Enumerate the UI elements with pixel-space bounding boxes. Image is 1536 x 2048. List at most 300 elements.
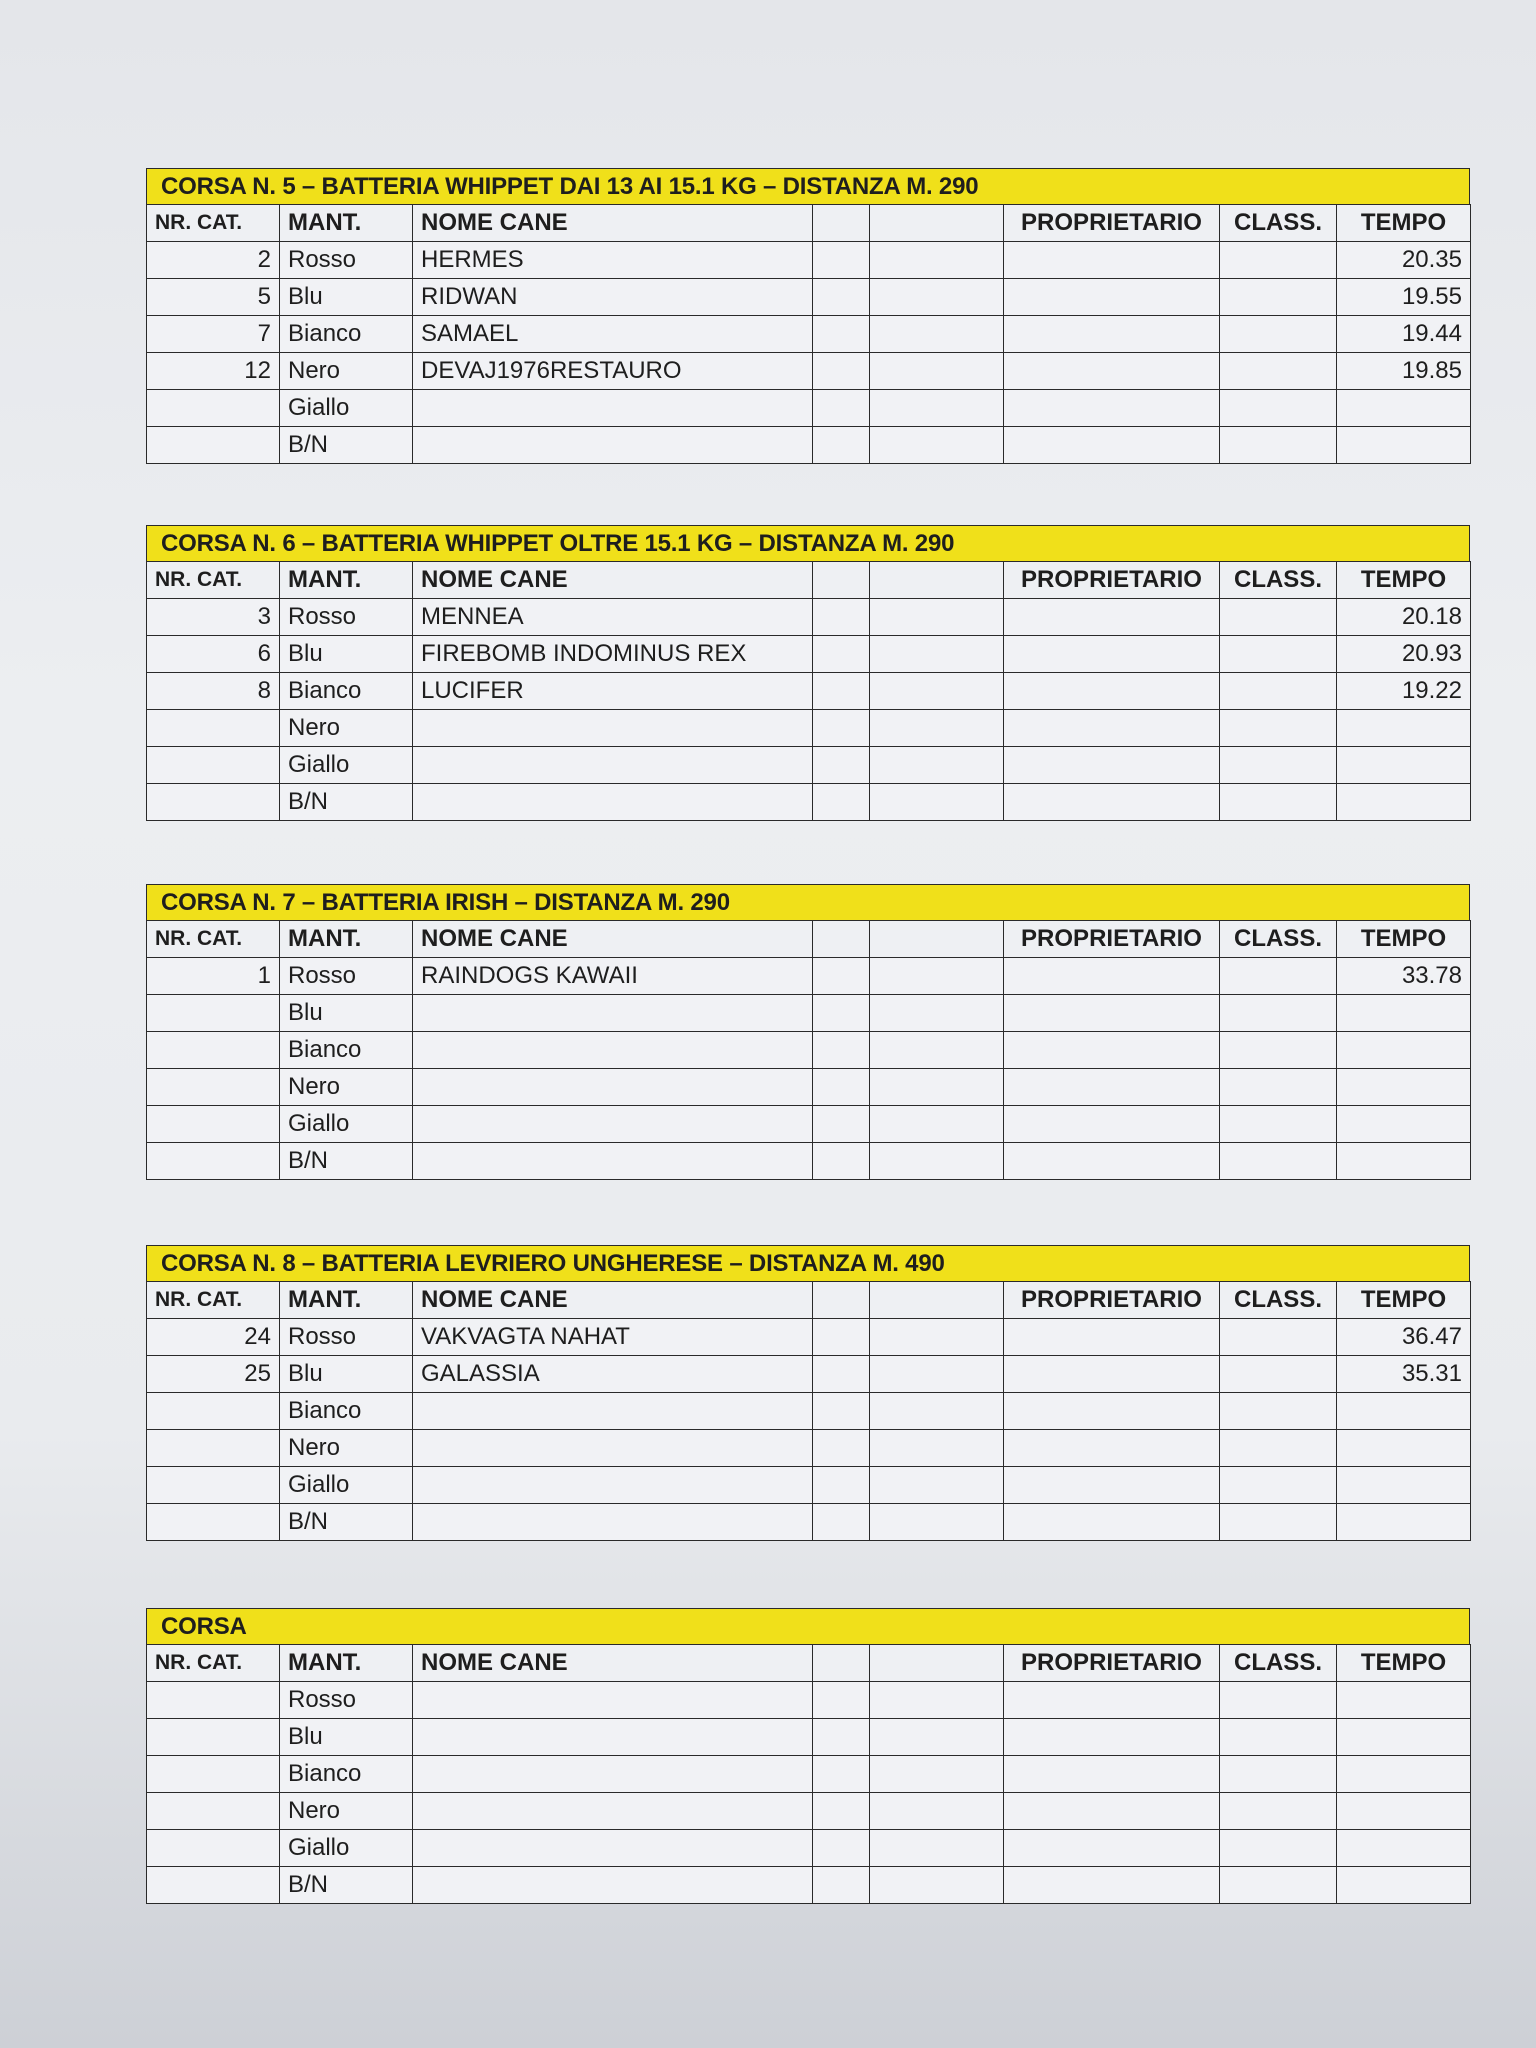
table-row <box>147 1867 1471 1904</box>
cell-class <box>1220 958 1337 995</box>
cell-mant: Giallo <box>280 1106 413 1143</box>
cell-blank-1 <box>813 1830 870 1867</box>
header-nome-cane: NOME CANE <box>413 921 813 958</box>
table-row <box>147 1793 1471 1830</box>
cell-tempo <box>1337 1069 1471 1106</box>
cell-tempo: 33.78 <box>1337 958 1471 995</box>
cell-nr-cat <box>147 1106 280 1143</box>
cell-nome-cane <box>413 1830 813 1867</box>
table-row <box>147 636 1471 673</box>
cell-nr-cat <box>147 1032 280 1069</box>
cell-mant: Blu <box>280 1719 413 1756</box>
cell-class <box>1220 279 1337 316</box>
cell-class <box>1220 1032 1337 1069</box>
cell-nr-cat <box>147 1793 280 1830</box>
cell-nome-cane <box>413 1393 813 1430</box>
cell-proprietario <box>1004 958 1220 995</box>
cell-class <box>1220 747 1337 784</box>
race-table <box>146 204 1471 464</box>
cell-blank-1 <box>813 784 870 821</box>
cell-blank-2 <box>870 1719 1004 1756</box>
race-title: CORSA <box>146 1608 1470 1644</box>
race-rows <box>147 1319 1471 1541</box>
cell-tempo <box>1337 1830 1471 1867</box>
cell-mant: Nero <box>280 1793 413 1830</box>
header-proprietario: PROPRIETARIO <box>1004 562 1220 599</box>
header-nome-cane: NOME CANE <box>413 1645 813 1682</box>
cell-proprietario <box>1004 242 1220 279</box>
cell-tempo <box>1337 1793 1471 1830</box>
race-title: CORSA N. 8 – BATTERIA LEVRIERO UNGHERESE – DISTANZA M. 490 <box>146 1245 1470 1281</box>
cell-nr-cat: 5 <box>147 279 280 316</box>
cell-tempo <box>1337 1143 1471 1180</box>
cell-class <box>1220 242 1337 279</box>
cell-blank-1 <box>813 1867 870 1904</box>
cell-blank-1 <box>813 599 870 636</box>
cell-nr-cat <box>147 995 280 1032</box>
table-row <box>147 242 1471 279</box>
race-table <box>146 920 1471 1180</box>
cell-blank-1 <box>813 1143 870 1180</box>
cell-nr-cat <box>147 747 280 784</box>
table-row <box>147 784 1471 821</box>
cell-blank-1 <box>813 995 870 1032</box>
cell-nr-cat <box>147 1430 280 1467</box>
cell-proprietario <box>1004 1719 1220 1756</box>
cell-blank-1 <box>813 1393 870 1430</box>
cell-nome-cane <box>413 1430 813 1467</box>
cell-tempo <box>1337 1504 1471 1541</box>
header-blank-2 <box>870 1282 1004 1319</box>
cell-mant: Bianco <box>280 316 413 353</box>
header-mant: MANT. <box>280 205 413 242</box>
cell-nr-cat <box>147 1143 280 1180</box>
cell-nome-cane: DEVAJ1976RESTAURO <box>413 353 813 390</box>
cell-class <box>1220 1756 1337 1793</box>
cell-blank-2 <box>870 1756 1004 1793</box>
cell-class <box>1220 636 1337 673</box>
cell-blank-2 <box>870 390 1004 427</box>
header-tempo: TEMPO <box>1337 1645 1471 1682</box>
cell-mant: Nero <box>280 353 413 390</box>
cell-mant: Rosso <box>280 958 413 995</box>
cell-blank-2 <box>870 1106 1004 1143</box>
header-tempo: TEMPO <box>1337 205 1471 242</box>
cell-nr-cat <box>147 1069 280 1106</box>
cell-proprietario <box>1004 1682 1220 1719</box>
cell-blank-1 <box>813 1756 870 1793</box>
cell-class <box>1220 390 1337 427</box>
cell-blank-1 <box>813 1467 870 1504</box>
header-row <box>147 1282 1471 1319</box>
cell-proprietario <box>1004 599 1220 636</box>
cell-class <box>1220 673 1337 710</box>
cell-blank-2 <box>870 1467 1004 1504</box>
cell-tempo: 19.55 <box>1337 279 1471 316</box>
table-row <box>147 995 1471 1032</box>
cell-class <box>1220 1467 1337 1504</box>
cell-nr-cat: 8 <box>147 673 280 710</box>
cell-nr-cat <box>147 1393 280 1430</box>
header-nr-cat: NR. CAT. <box>147 1645 280 1682</box>
header-row <box>147 1645 1471 1682</box>
cell-tempo: 19.22 <box>1337 673 1471 710</box>
table-row <box>147 390 1471 427</box>
cell-blank-1 <box>813 279 870 316</box>
cell-proprietario <box>1004 747 1220 784</box>
cell-proprietario <box>1004 1793 1220 1830</box>
cell-proprietario <box>1004 316 1220 353</box>
cell-nome-cane <box>413 710 813 747</box>
cell-class <box>1220 1106 1337 1143</box>
cell-tempo <box>1337 1719 1471 1756</box>
cell-class <box>1220 784 1337 821</box>
cell-proprietario <box>1004 636 1220 673</box>
cell-tempo <box>1337 995 1471 1032</box>
cell-nr-cat <box>147 1867 280 1904</box>
header-tempo: TEMPO <box>1337 1282 1471 1319</box>
cell-nome-cane <box>413 1756 813 1793</box>
table-row <box>147 1504 1471 1541</box>
race-block-4 <box>146 1245 1470 1541</box>
table-row <box>147 316 1471 353</box>
cell-class <box>1220 1867 1337 1904</box>
cell-proprietario <box>1004 1504 1220 1541</box>
cell-nr-cat <box>147 1504 280 1541</box>
header-blank-1 <box>813 1282 870 1319</box>
cell-proprietario <box>1004 1830 1220 1867</box>
cell-class <box>1220 1719 1337 1756</box>
cell-mant: Bianco <box>280 1032 413 1069</box>
header-nr-cat: NR. CAT. <box>147 1282 280 1319</box>
table-row <box>147 673 1471 710</box>
cell-class <box>1220 1143 1337 1180</box>
race-rows <box>147 599 1471 821</box>
cell-nome-cane <box>413 1143 813 1180</box>
cell-blank-2 <box>870 1830 1004 1867</box>
header-nr-cat: NR. CAT. <box>147 921 280 958</box>
cell-nome-cane: MENNEA <box>413 599 813 636</box>
table-row <box>147 1830 1471 1867</box>
cell-blank-1 <box>813 390 870 427</box>
cell-tempo <box>1337 1867 1471 1904</box>
cell-mant: Nero <box>280 1430 413 1467</box>
cell-mant: Giallo <box>280 747 413 784</box>
table-row <box>147 427 1471 464</box>
cell-tempo <box>1337 1756 1471 1793</box>
cell-mant: Rosso <box>280 599 413 636</box>
cell-mant: Giallo <box>280 390 413 427</box>
cell-tempo: 20.35 <box>1337 242 1471 279</box>
cell-proprietario <box>1004 710 1220 747</box>
cell-nr-cat: 24 <box>147 1319 280 1356</box>
header-class: CLASS. <box>1220 562 1337 599</box>
cell-mant: Blu <box>280 636 413 673</box>
cell-blank-1 <box>813 673 870 710</box>
cell-tempo <box>1337 710 1471 747</box>
table-row <box>147 1356 1471 1393</box>
table-row <box>147 1032 1471 1069</box>
table-row <box>147 958 1471 995</box>
cell-tempo <box>1337 747 1471 784</box>
cell-tempo: 19.85 <box>1337 353 1471 390</box>
header-proprietario: PROPRIETARIO <box>1004 1282 1220 1319</box>
cell-class <box>1220 1830 1337 1867</box>
cell-tempo: 20.93 <box>1337 636 1471 673</box>
header-blank-2 <box>870 1645 1004 1682</box>
cell-blank-2 <box>870 784 1004 821</box>
cell-nome-cane <box>413 1867 813 1904</box>
cell-proprietario <box>1004 1393 1220 1430</box>
cell-blank-2 <box>870 1356 1004 1393</box>
cell-tempo <box>1337 1467 1471 1504</box>
cell-mant: Bianco <box>280 673 413 710</box>
header-proprietario: PROPRIETARIO <box>1004 921 1220 958</box>
cell-blank-2 <box>870 242 1004 279</box>
cell-tempo <box>1337 390 1471 427</box>
cell-class <box>1220 1793 1337 1830</box>
cell-nome-cane: GALASSIA <box>413 1356 813 1393</box>
race-table <box>146 1644 1471 1904</box>
header-nr-cat: NR. CAT. <box>147 205 280 242</box>
cell-blank-2 <box>870 1793 1004 1830</box>
header-blank-1 <box>813 921 870 958</box>
cell-class <box>1220 316 1337 353</box>
cell-class <box>1220 1393 1337 1430</box>
cell-blank-2 <box>870 316 1004 353</box>
cell-blank-1 <box>813 316 870 353</box>
cell-proprietario <box>1004 1032 1220 1069</box>
cell-tempo <box>1337 784 1471 821</box>
cell-blank-1 <box>813 710 870 747</box>
cell-blank-1 <box>813 1719 870 1756</box>
table-row <box>147 1719 1471 1756</box>
table-row <box>147 599 1471 636</box>
cell-nome-cane: FIREBOMB INDOMINUS REX <box>413 636 813 673</box>
cell-mant: B/N <box>280 427 413 464</box>
race-title: CORSA N. 6 – BATTERIA WHIPPET OLTRE 15.1 KG – DISTANZA M. 290 <box>146 525 1470 561</box>
cell-class <box>1220 1682 1337 1719</box>
header-blank-1 <box>813 562 870 599</box>
table-row <box>147 1393 1471 1430</box>
header-nome-cane: NOME CANE <box>413 1282 813 1319</box>
cell-mant: Giallo <box>280 1830 413 1867</box>
cell-class <box>1220 353 1337 390</box>
cell-class <box>1220 1504 1337 1541</box>
cell-blank-2 <box>870 1032 1004 1069</box>
race-rows <box>147 958 1471 1180</box>
header-blank-1 <box>813 205 870 242</box>
cell-mant: Nero <box>280 710 413 747</box>
cell-proprietario <box>1004 353 1220 390</box>
cell-mant: Blu <box>280 279 413 316</box>
cell-blank-2 <box>870 995 1004 1032</box>
cell-blank-2 <box>870 1430 1004 1467</box>
cell-nr-cat <box>147 1756 280 1793</box>
cell-nome-cane <box>413 1719 813 1756</box>
table-row <box>147 1106 1471 1143</box>
cell-proprietario <box>1004 1143 1220 1180</box>
cell-blank-2 <box>870 636 1004 673</box>
cell-tempo: 35.31 <box>1337 1356 1471 1393</box>
race-block-5 <box>146 1608 1470 1904</box>
cell-nr-cat <box>147 1467 280 1504</box>
cell-blank-1 <box>813 636 870 673</box>
header-mant: MANT. <box>280 562 413 599</box>
cell-nome-cane <box>413 995 813 1032</box>
header-mant: MANT. <box>280 1282 413 1319</box>
table-row <box>147 1756 1471 1793</box>
race-block-2 <box>146 525 1470 821</box>
cell-class <box>1220 710 1337 747</box>
cell-class <box>1220 599 1337 636</box>
race-rows <box>147 1682 1471 1904</box>
cell-proprietario <box>1004 1356 1220 1393</box>
cell-class <box>1220 1430 1337 1467</box>
cell-nome-cane <box>413 1793 813 1830</box>
cell-blank-2 <box>870 1393 1004 1430</box>
cell-nr-cat <box>147 427 280 464</box>
cell-nr-cat: 25 <box>147 1356 280 1393</box>
cell-proprietario <box>1004 1756 1220 1793</box>
cell-tempo <box>1337 427 1471 464</box>
cell-blank-1 <box>813 1356 870 1393</box>
cell-tempo: 20.18 <box>1337 599 1471 636</box>
cell-mant: Rosso <box>280 242 413 279</box>
cell-proprietario <box>1004 1467 1220 1504</box>
header-nome-cane: NOME CANE <box>413 562 813 599</box>
cell-blank-2 <box>870 1867 1004 1904</box>
header-nr-cat: NR. CAT. <box>147 562 280 599</box>
cell-nome-cane <box>413 784 813 821</box>
cell-tempo <box>1337 1032 1471 1069</box>
cell-blank-2 <box>870 710 1004 747</box>
cell-nome-cane <box>413 427 813 464</box>
table-row <box>147 1069 1471 1106</box>
cell-blank-1 <box>813 747 870 784</box>
cell-class <box>1220 1356 1337 1393</box>
cell-nome-cane <box>413 390 813 427</box>
cell-blank-1 <box>813 427 870 464</box>
header-blank-2 <box>870 562 1004 599</box>
table-row <box>147 1467 1471 1504</box>
cell-blank-2 <box>870 958 1004 995</box>
header-class: CLASS. <box>1220 921 1337 958</box>
cell-nr-cat <box>147 1719 280 1756</box>
header-class: CLASS. <box>1220 1282 1337 1319</box>
table-row <box>147 1143 1471 1180</box>
cell-nome-cane <box>413 1682 813 1719</box>
cell-nome-cane: RAINDOGS KAWAII <box>413 958 813 995</box>
cell-tempo <box>1337 1106 1471 1143</box>
header-class: CLASS. <box>1220 205 1337 242</box>
cell-nome-cane <box>413 1504 813 1541</box>
cell-blank-2 <box>870 1682 1004 1719</box>
cell-blank-1 <box>813 1430 870 1467</box>
cell-nr-cat <box>147 390 280 427</box>
cell-mant: Giallo <box>280 1467 413 1504</box>
header-tempo: TEMPO <box>1337 562 1471 599</box>
header-blank-2 <box>870 205 1004 242</box>
cell-nr-cat: 12 <box>147 353 280 390</box>
race-table <box>146 561 1471 821</box>
cell-nome-cane: RIDWAN <box>413 279 813 316</box>
cell-mant: B/N <box>280 784 413 821</box>
cell-blank-2 <box>870 353 1004 390</box>
table-row <box>147 1682 1471 1719</box>
cell-proprietario <box>1004 1867 1220 1904</box>
cell-mant: B/N <box>280 1867 413 1904</box>
cell-tempo <box>1337 1430 1471 1467</box>
cell-nr-cat: 1 <box>147 958 280 995</box>
cell-nome-cane <box>413 1467 813 1504</box>
cell-blank-1 <box>813 1682 870 1719</box>
race-title: CORSA N. 5 – BATTERIA WHIPPET DAI 13 AI 15.1 KG – DISTANZA M. 290 <box>146 168 1470 204</box>
cell-nome-cane: VAKVAGTA NAHAT <box>413 1319 813 1356</box>
header-mant: MANT. <box>280 1645 413 1682</box>
cell-blank-1 <box>813 1504 870 1541</box>
cell-proprietario <box>1004 784 1220 821</box>
cell-mant: Rosso <box>280 1682 413 1719</box>
cell-blank-1 <box>813 1106 870 1143</box>
cell-blank-2 <box>870 599 1004 636</box>
cell-nr-cat: 6 <box>147 636 280 673</box>
cell-mant: Bianco <box>280 1393 413 1430</box>
header-blank-1 <box>813 1645 870 1682</box>
cell-proprietario <box>1004 1106 1220 1143</box>
cell-nome-cane <box>413 1069 813 1106</box>
cell-blank-1 <box>813 958 870 995</box>
cell-blank-2 <box>870 279 1004 316</box>
cell-blank-1 <box>813 1319 870 1356</box>
cell-mant: B/N <box>280 1143 413 1180</box>
cell-class <box>1220 427 1337 464</box>
cell-blank-1 <box>813 1032 870 1069</box>
table-row <box>147 353 1471 390</box>
cell-nome-cane <box>413 1032 813 1069</box>
cell-blank-2 <box>870 1504 1004 1541</box>
cell-class <box>1220 1069 1337 1106</box>
cell-nr-cat: 2 <box>147 242 280 279</box>
cell-mant: Rosso <box>280 1319 413 1356</box>
cell-mant: Blu <box>280 1356 413 1393</box>
cell-tempo <box>1337 1682 1471 1719</box>
header-row <box>147 921 1471 958</box>
cell-proprietario <box>1004 1069 1220 1106</box>
cell-proprietario <box>1004 1430 1220 1467</box>
cell-mant: B/N <box>280 1504 413 1541</box>
race-block-3 <box>146 884 1470 1180</box>
cell-blank-2 <box>870 427 1004 464</box>
table-row <box>147 747 1471 784</box>
cell-proprietario <box>1004 995 1220 1032</box>
header-tempo: TEMPO <box>1337 921 1471 958</box>
cell-blank-1 <box>813 1793 870 1830</box>
cell-nome-cane <box>413 747 813 784</box>
header-row <box>147 205 1471 242</box>
cell-mant: Blu <box>280 995 413 1032</box>
cell-nome-cane: HERMES <box>413 242 813 279</box>
race-table <box>146 1281 1471 1541</box>
race-block-1 <box>146 168 1470 464</box>
cell-blank-2 <box>870 747 1004 784</box>
cell-nome-cane: SAMAEL <box>413 316 813 353</box>
cell-tempo: 19.44 <box>1337 316 1471 353</box>
cell-blank-2 <box>870 673 1004 710</box>
cell-blank-1 <box>813 242 870 279</box>
cell-proprietario <box>1004 673 1220 710</box>
cell-tempo <box>1337 1393 1471 1430</box>
